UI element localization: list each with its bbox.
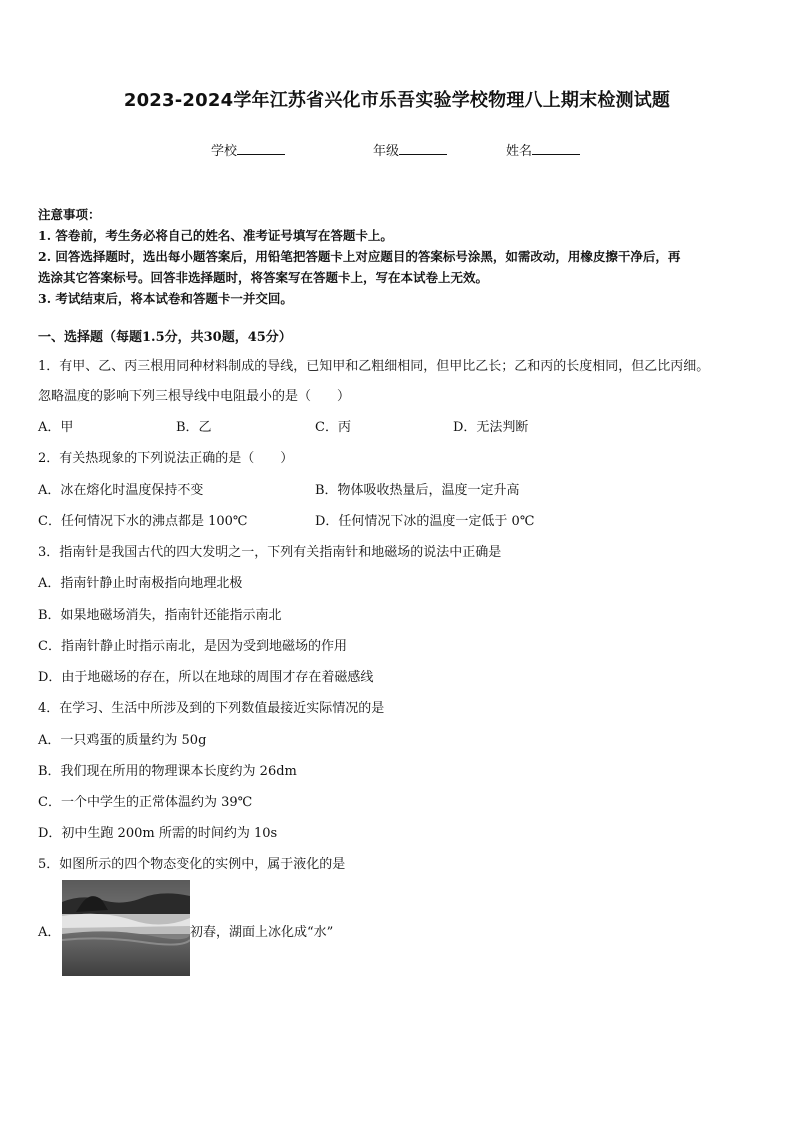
question-5-option-a-text[interactable]: 初春，湖面上冰化成“水” [190,925,334,940]
question-2-option-c[interactable]: C．任何情况下水的沸点都是 100℃ [38,514,248,529]
question-3-stem: 3．指南针是我国古代的四大发明之一，下列有关指南针和地磁场的说法中正确是 [38,545,502,560]
question-2-option-b[interactable]: B．物体吸收热量后，温度一定升高 [315,483,520,498]
notes-item: 2. 回答选择题时，选出每小题答案后，用铅笔把答题卡上对应题目的答案标号涂黑，如需改动，用橡皮擦干净后，再 [38,249,681,264]
name-blank[interactable] [532,142,580,155]
question-4-option-c[interactable]: C．一个中学生的正常体温约为 39℃ [38,795,253,810]
question-1-option-a[interactable]: A．甲 [38,420,74,435]
notes-block [38,204,758,309]
question-4-stem: 4．在学习、生活中所涉及到的下列数值最接近实际情况的是 [38,701,385,716]
question-2-option-a[interactable]: A．冰在熔化时温度保持不变 [38,483,204,498]
grade-blank[interactable] [399,142,447,155]
grade-label: 年级 [373,144,400,159]
notes-heading: 注意事项： [38,207,101,222]
question-2-stem: 2．有关热现象的下列说法正确的是（ ） [38,451,294,466]
name-label: 姓名 [506,144,533,159]
question-1-option-c[interactable]: C．丙 [315,420,351,435]
question-2-option-d[interactable]: D．任何情况下冰的温度一定低于 0℃ [315,514,535,529]
question-3-option-c[interactable]: C．指南针静止时指示南北，是因为受到地磁场的作用 [38,639,347,654]
question-3-option-b[interactable]: B．如果地磁场消失，指南针还能指示南北 [38,608,282,623]
question-3-option-d[interactable]: D．由于地磁场的存在，所以在地球的周围才存在着磁感线 [38,670,374,685]
question-4-option-a[interactable]: A．一只鸡蛋的质量约为 50g [38,733,207,748]
question-5-option-a-label[interactable]: A． [38,925,61,940]
name-field[interactable] [506,140,580,159]
question-4-option-b[interactable]: B．我们现在所用的物理课本长度约为 26dm [38,764,297,779]
question-1-stem-line2: 忽略温度的影响下列三根导线中电阻最小的是（ ） [38,389,351,404]
lake-photo [62,880,190,976]
question-4-option-d[interactable]: D．初中生跑 200m 所需的时间约为 10s [38,826,278,841]
question-3-option-a[interactable]: A．指南针静止时南极指向地理北极 [38,576,243,591]
grade-field[interactable] [373,140,447,159]
page-title: 2023-2024学年江苏省兴化市乐吾实验学校物理八上期末检测试题 [123,90,671,111]
school-label: 学校 [211,144,238,159]
section-heading: 一、选择题（每题1.5分，共30题，45分） [38,330,292,345]
school-field[interactable] [211,140,285,159]
notes-item: 选涂其它答案标号。回答非选择题时，将答案写在答题卡上，写在本试卷上无效。 [38,270,489,285]
question-5-stem: 5．如图所示的四个物态变化的实例中，属于液化的是 [38,857,346,872]
school-blank[interactable] [237,142,285,155]
question-1-stem-line1: 1．有甲、乙、丙三根用同种材料制成的导线，已知甲和乙粗细相同，但甲比乙长；乙和丙的长度相同，但乙比丙细。 [38,359,710,374]
notes-item: 1. 答卷前，考生务必将自己的姓名、准考证号填写在答题卡上。 [38,228,393,243]
notes-item: 3. 考试结束后，将本试卷和答题卡一并交回。 [38,291,293,306]
question-1-option-b[interactable]: B．乙 [176,420,212,435]
question-1-option-d[interactable]: D．无法判断 [453,420,529,435]
